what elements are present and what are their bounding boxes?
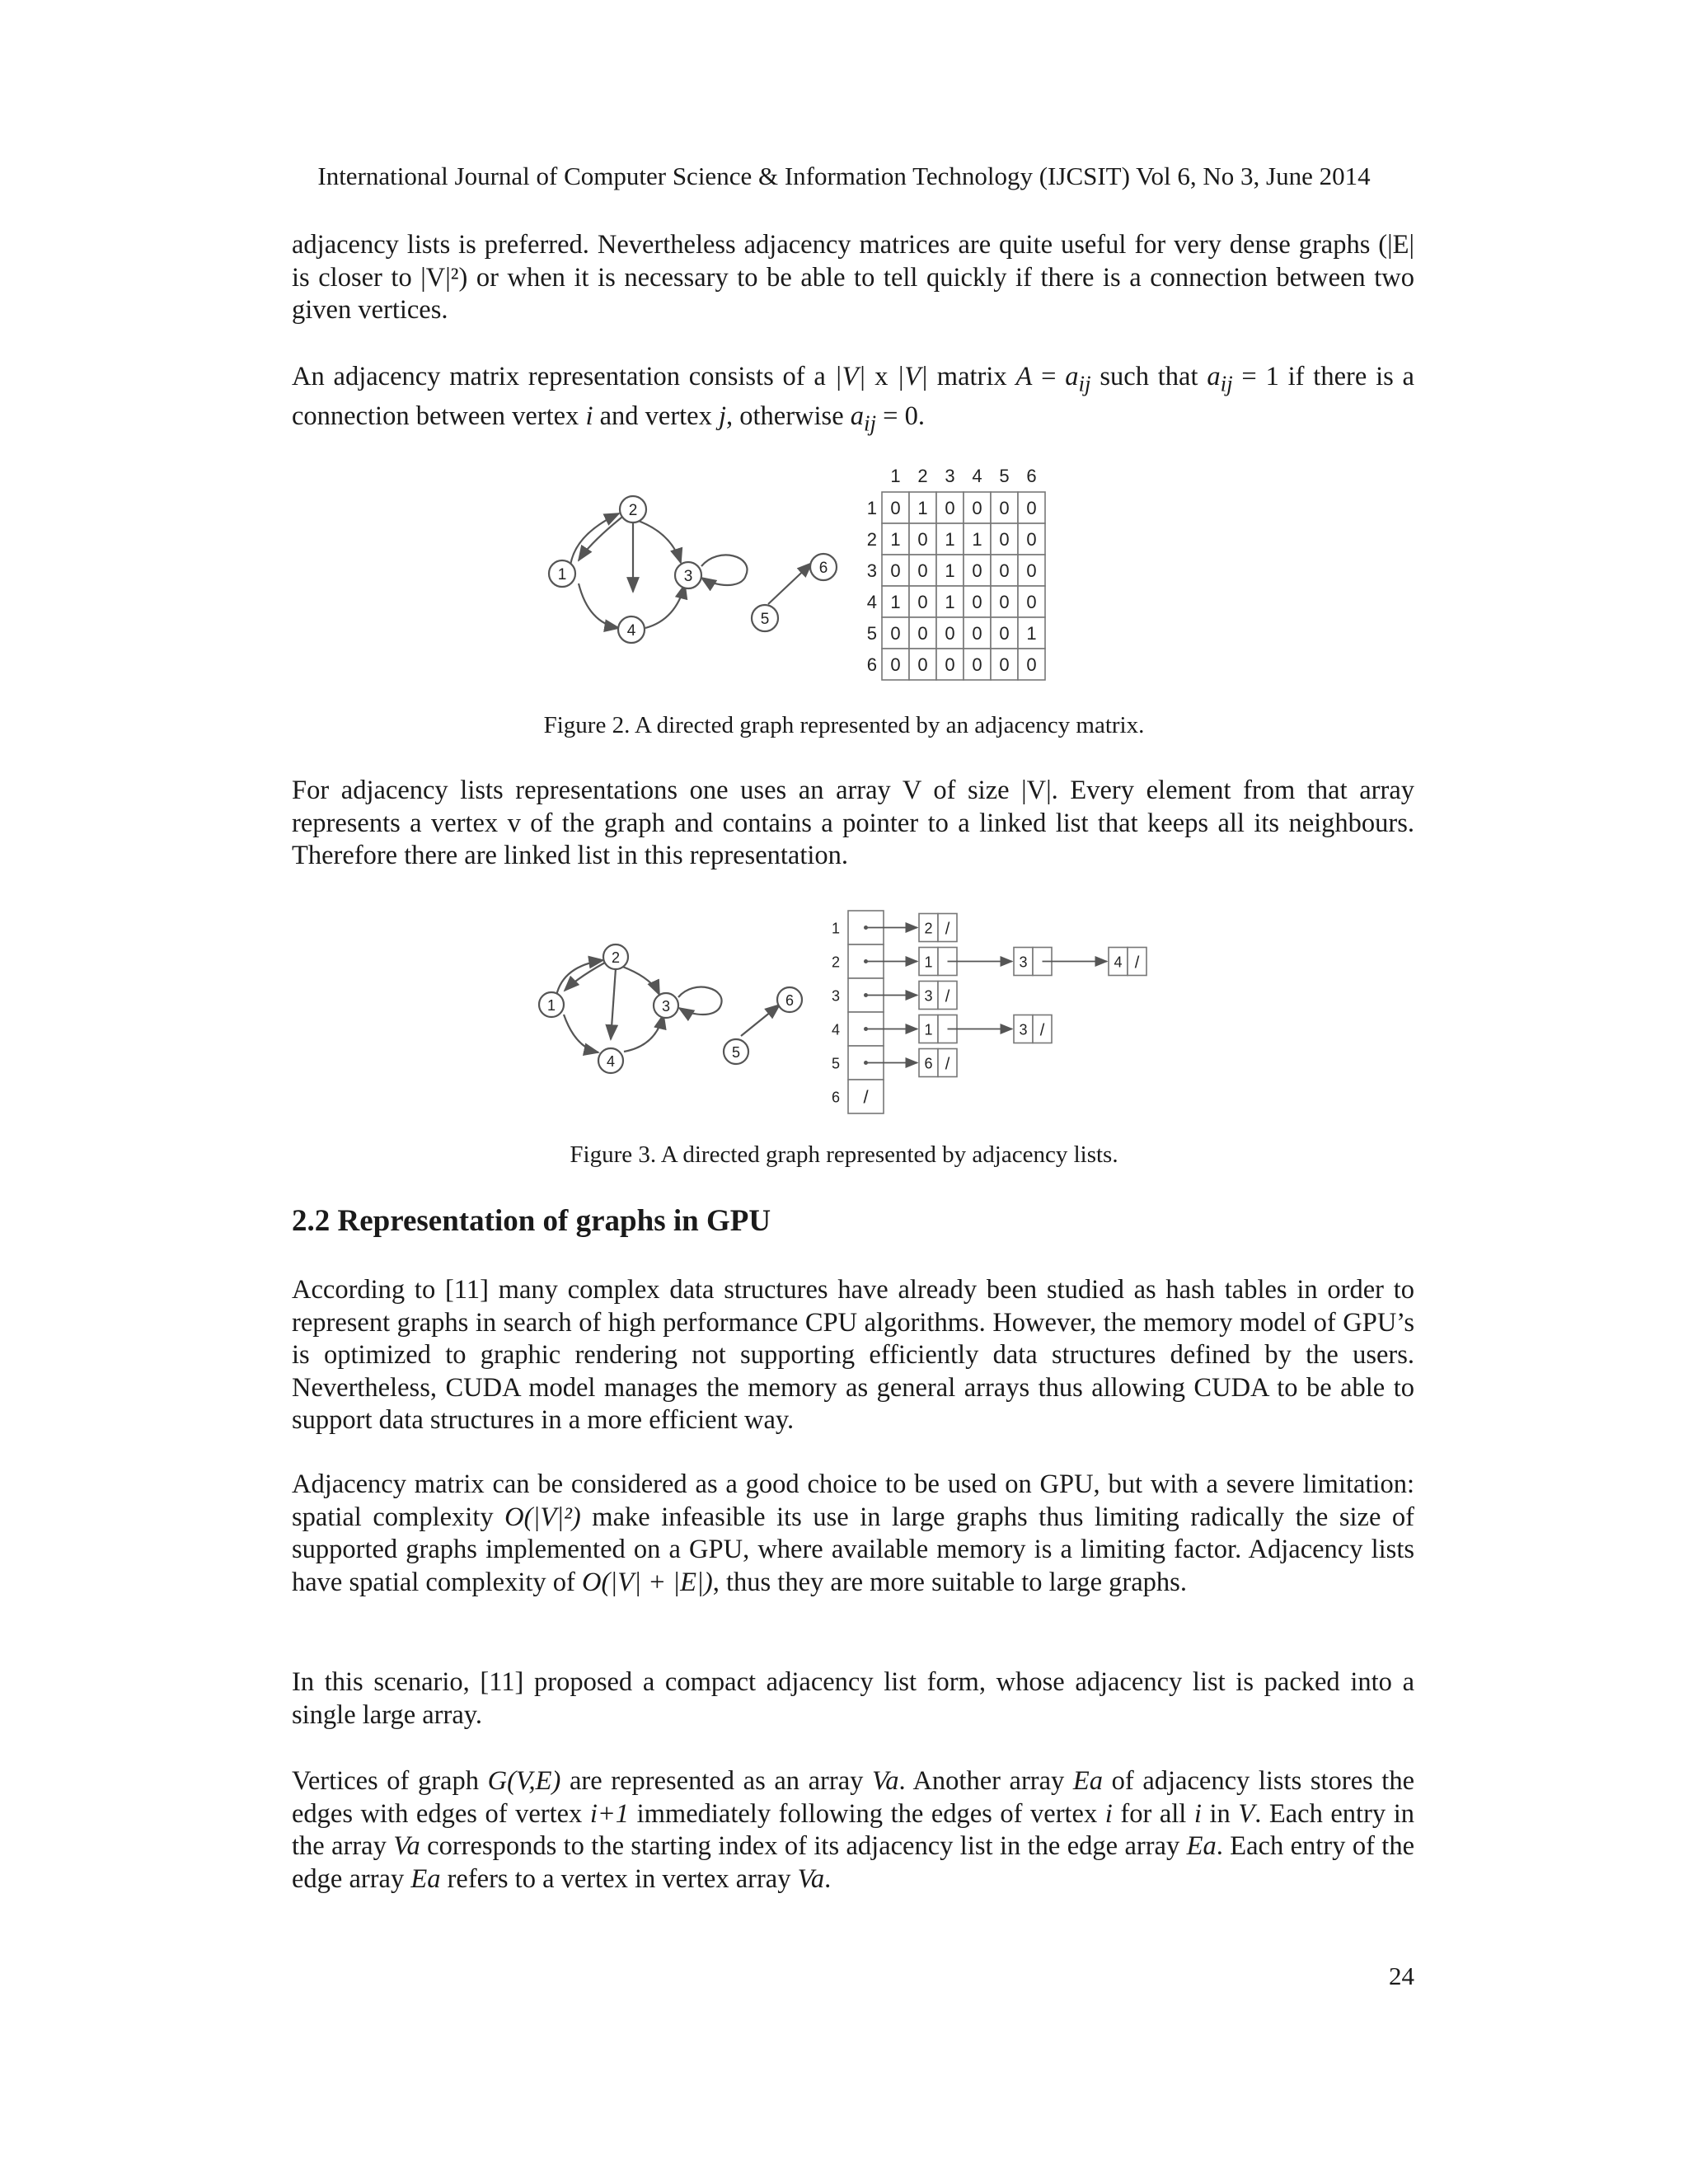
null-pointer: / bbox=[945, 920, 950, 939]
matrix-cell-value: 0 bbox=[999, 498, 1010, 518]
matrix-row-header: 1 bbox=[866, 498, 877, 518]
matrix-cell-value: 0 bbox=[917, 529, 928, 550]
edge-4-3 bbox=[645, 584, 685, 628]
matrix-column-header: 3 bbox=[945, 466, 955, 486]
matrix-cell-value: 0 bbox=[999, 560, 1010, 581]
array-index-label: 4 bbox=[831, 1021, 840, 1038]
matrix-row-header: 6 bbox=[866, 654, 877, 675]
edge-1-2 bbox=[570, 513, 619, 565]
paragraph-va-ea-arrays: Vertices of graph G(V,E) are represented as an array Va. Another array Ea of adjacency lists stores the edges with edges of vertex i+1 immediately following the edges of vertex i for all i in V. Each entry in the array Va corresponds to the starting index of its adjacency list in the edge array Ea. Each entry of the edge array Ea refers to a vertex in vertex array Va. bbox=[292, 1766, 1414, 1894]
list-node-value: 4 bbox=[1114, 954, 1123, 971]
edge-2-4 bbox=[611, 968, 616, 1039]
paragraph-adjacency-matrix: An adjacency matrix representation consists of a |V| x |V| matrix $A = a_{ij}$ such that $a_{ij} = 1$ if there is a connection between vertex i and vertex j, otherwise $a_{ij} = 0$. bbox=[292, 362, 1414, 436]
vertex-label: 4 bbox=[606, 1053, 616, 1070]
matrix-cell-value: 0 bbox=[1026, 498, 1037, 518]
list-node-value: 2 bbox=[924, 920, 933, 937]
matrix-cell-value: 0 bbox=[917, 623, 928, 644]
matrix-cell-value: 0 bbox=[1026, 529, 1037, 550]
matrix-cell-value: 0 bbox=[999, 623, 1010, 644]
list-node-value: 3 bbox=[1019, 1021, 1028, 1038]
list-node-value: 6 bbox=[924, 1055, 933, 1072]
figure-3-caption: Figure 3. A directed graph represented by adjacency lists. bbox=[570, 1141, 1118, 1168]
list-node-value: 3 bbox=[1019, 954, 1028, 971]
page-number: 24 bbox=[1389, 1961, 1414, 1990]
vertex-4 bbox=[618, 616, 645, 643]
matrix-cell-value: 0 bbox=[972, 623, 982, 644]
edge-4-3 bbox=[624, 1015, 663, 1052]
matrix-cell-value: 0 bbox=[917, 560, 928, 581]
array-index-label: 5 bbox=[831, 1055, 840, 1072]
null-pointer: / bbox=[1134, 954, 1140, 972]
vertex-3 bbox=[654, 993, 678, 1018]
matrix-column-header: 1 bbox=[890, 466, 901, 486]
vertex-6 bbox=[810, 554, 837, 580]
edge-4-1 bbox=[564, 1015, 598, 1052]
adjacency-matrix bbox=[867, 466, 1045, 680]
matrix-cell-value: 1 bbox=[890, 592, 901, 612]
matrix-cell-value: 1 bbox=[945, 592, 955, 612]
paragraph-spatial-complexity: Adjacency matrix can be considered as a good choice to be used on GPU, but with a severe limitation: spatial complexity O(|V|²) make infeasible its use in large graphs thus limiting radically the size of supported graphs implemented on a GPU, where available memory is a limiting factor. Adjacency lists have spatial complexity of O(|V| + |E|), thus they are more suitable to large graphs. bbox=[292, 1469, 1414, 1597]
null-pointer: / bbox=[945, 987, 950, 1006]
vertex-label: 5 bbox=[760, 611, 770, 628]
paragraph-adjacency-lists: For adjacency lists representations one uses an array V of size |V|. Every element from that array represents a vertex v of the graph and contains a pointer to a linked list that keeps all its neighbours. Therefore there are linked list in this representation. bbox=[292, 776, 1414, 870]
vertex-2 bbox=[603, 944, 628, 969]
matrix-cell-value: 0 bbox=[999, 654, 1010, 675]
vertex-label: 1 bbox=[557, 566, 567, 583]
matrix-cell-value: 0 bbox=[945, 623, 955, 644]
matrix-cell-value: 0 bbox=[890, 654, 901, 675]
vertex-label: 3 bbox=[683, 568, 693, 585]
matrix-column-header: 6 bbox=[1026, 466, 1037, 486]
vertex-2 bbox=[620, 496, 646, 523]
adjacency-lists bbox=[832, 911, 1146, 1113]
list-node-value: 1 bbox=[924, 1021, 933, 1038]
vertex-label: 3 bbox=[661, 998, 671, 1015]
matrix-cell-value: 0 bbox=[890, 560, 901, 581]
matrix-column-header: 2 bbox=[917, 466, 928, 486]
vertex-5 bbox=[752, 605, 778, 631]
edge-5-6 bbox=[768, 563, 812, 604]
list-node-value: 3 bbox=[924, 987, 933, 1005]
matrix-row-header: 4 bbox=[866, 592, 877, 612]
matrix-row-header: 5 bbox=[866, 623, 877, 644]
paragraph-dense-graphs: adjacency lists is preferred. Nevertheless adjacency matrices are quite useful for very dense graphs (|E| is closer to |V|²) or when it is necessary to be able to tell quickly if there is a connection between two given vertices. bbox=[292, 230, 1414, 325]
matrix-cell-value: 0 bbox=[972, 592, 982, 612]
vertex-3 bbox=[675, 562, 701, 588]
matrix-cell-value: 0 bbox=[890, 498, 901, 518]
edge-5-6 bbox=[741, 1005, 780, 1036]
matrix-cell-value: 0 bbox=[917, 654, 928, 675]
matrix-cell-value: 1 bbox=[917, 498, 928, 518]
vertex-label: 1 bbox=[546, 997, 556, 1014]
null-pointer: / bbox=[863, 1086, 869, 1108]
matrix-cell-value: 0 bbox=[972, 498, 982, 518]
vertex-6 bbox=[777, 987, 802, 1012]
matrix-cell-value: 0 bbox=[1026, 592, 1037, 612]
edge-2-3 bbox=[634, 519, 681, 563]
vertex-4 bbox=[598, 1048, 623, 1073]
edge-2-3 bbox=[618, 965, 659, 995]
matrix-cell-value: 0 bbox=[890, 623, 901, 644]
matrix-cell-value: 0 bbox=[945, 654, 955, 675]
matrix-cell-value: 0 bbox=[972, 560, 982, 581]
matrix-row-header: 3 bbox=[866, 560, 877, 581]
edge-4-1 bbox=[579, 583, 619, 628]
null-pointer: / bbox=[1039, 1021, 1045, 1040]
array-index-label: 3 bbox=[831, 987, 840, 1005]
vertex-5 bbox=[724, 1039, 748, 1064]
edge-3-3-loop bbox=[678, 987, 722, 1015]
vertex-label: 6 bbox=[785, 992, 795, 1009]
running-header: International Journal of Computer Science & Information Technology (IJCSIT) Vol 6, No 3, June 2014 bbox=[317, 162, 1371, 190]
vertex-1 bbox=[539, 992, 564, 1017]
paragraph-compact-form: In this scenario, [11] proposed a compact adjacency list form, whose adjacency list is packed into a single large array. bbox=[292, 1667, 1414, 1730]
matrix-cell-value: 0 bbox=[972, 654, 982, 675]
array-index-label: 1 bbox=[831, 920, 840, 937]
matrix-column-header: 5 bbox=[999, 466, 1010, 486]
array-index-label: 6 bbox=[831, 1089, 840, 1106]
list-node-value: 1 bbox=[924, 954, 933, 971]
matrix-cell-value: 0 bbox=[1026, 654, 1037, 675]
matrix-row-header: 2 bbox=[866, 529, 877, 550]
matrix-cell-value: 0 bbox=[917, 592, 928, 612]
matrix-cell-value: 0 bbox=[999, 529, 1010, 550]
edge-3-3-loop bbox=[701, 555, 747, 585]
matrix-cell-value: 0 bbox=[999, 592, 1010, 612]
paragraph-gpu-memory: According to [11] many complex data structures have already been studied as hash tables in order to represent graphs in search of high performance CPU algorithms. However, the memory model of GPU’s is optimized to graphic rendering not supporting efficiently data structures defined by the users. Nevertheless, CUDA model manages the memory as general arrays thus allowing CUDA to be able to support data structures in a more efficient way. bbox=[292, 1275, 1414, 1435]
vertex-label: 5 bbox=[731, 1044, 741, 1061]
array-index-label: 2 bbox=[831, 954, 840, 971]
matrix-column-header: 4 bbox=[972, 466, 982, 486]
matrix-cell-value: 1 bbox=[945, 560, 955, 581]
section-heading: 2.2 Representation of graphs in GPU bbox=[292, 1204, 771, 1238]
figure-2-graphic bbox=[536, 453, 1179, 684]
matrix-cell-value: 0 bbox=[1026, 560, 1037, 581]
vertex-label: 2 bbox=[628, 502, 638, 519]
vertex-label: 2 bbox=[611, 949, 621, 966]
matrix-cell-value: 1 bbox=[890, 529, 901, 550]
figure-3-graphic bbox=[528, 902, 1187, 1125]
vertex-label: 4 bbox=[626, 622, 636, 640]
matrix-cell-value: 1 bbox=[972, 529, 982, 550]
figure-2-caption: Figure 2. A directed graph represented by an adjacency matrix. bbox=[543, 712, 1145, 738]
vertex-1 bbox=[549, 560, 575, 587]
matrix-cell-value: 1 bbox=[945, 529, 955, 550]
null-pointer: / bbox=[945, 1055, 950, 1074]
vertex-label: 6 bbox=[818, 560, 828, 577]
matrix-cell-value: 1 bbox=[1026, 623, 1037, 644]
matrix-cell-value: 0 bbox=[945, 498, 955, 518]
